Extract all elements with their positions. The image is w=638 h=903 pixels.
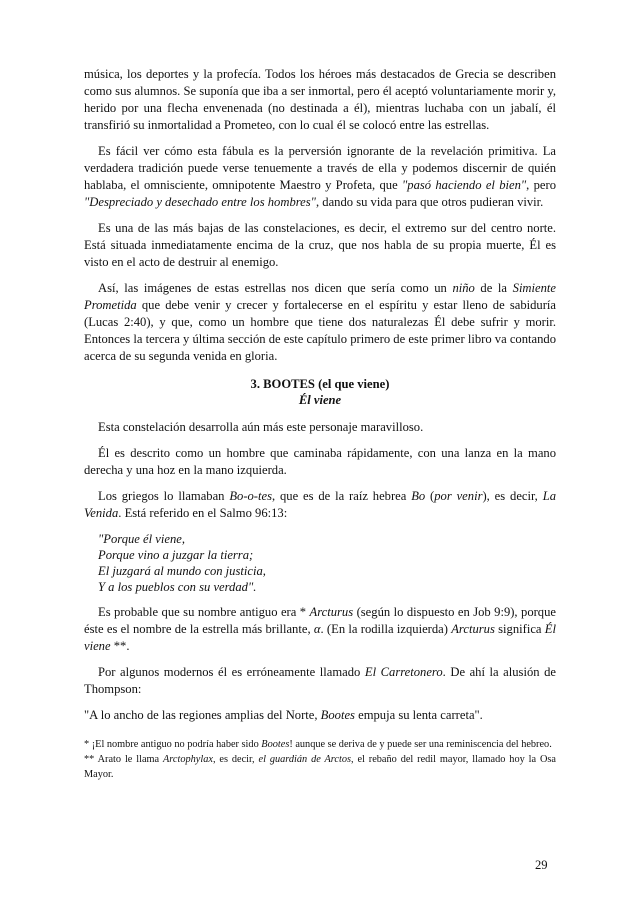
footnotes [84,737,556,782]
paragraph-10 [84,707,556,724]
footnote-text: ** Arato le llama [84,754,164,765]
section-subtitle: Él viene [298,393,342,407]
italic-term: Bo [411,489,426,503]
footnote-text: * ¡El nombre antiguo no podría haber sido [84,739,262,750]
paragraph-text: . (En la rodilla izquierda) [320,622,452,636]
psalm-quote [98,531,556,595]
paragraph-text: , pero [526,178,556,192]
footnote-2 [84,752,556,782]
paragraph-1 [84,66,556,134]
paragraph-text: , que es de la raíz hebrea [272,489,412,503]
paragraph-text: ), es decir, [482,489,543,503]
paragraph-2 [84,143,556,211]
paragraph-text: . De ahí la alusión de Thompson: [84,665,556,696]
page-number: 29 [535,858,548,872]
page-body [84,66,556,782]
paragraph-text: música, los deportes y la profecía. Todos los héroes más destacados de Grecia se describen como sus alumnos. Se suponía que iba a ser inmortal, pero él aceptó voluntariamente morir y, herido por una flecha envenenada (no destinada a él), mientras luchaba con un jabalí, él transfirió su inmortalidad a Prometeo, con lo cual él se colocó entre las estrellas. [84,67,556,132]
footnote-text: , el rebaño del redil mayor, llamado hoy la Osa Mayor. [84,754,556,780]
italic-term: Él viene [84,622,556,653]
italic-term: Simiente Prometida [84,281,557,312]
paragraph-text: de la [474,281,513,295]
paragraph-4 [84,280,556,365]
paragraph-6 [84,445,556,479]
paragraph-text: Es probable que su nombre antiguo era * [98,605,310,619]
italic-term: Bootes [320,708,355,722]
italic-term: El Carretonero [364,665,443,679]
paragraph-7 [84,488,556,522]
italic-term: Arcturus [451,622,495,636]
paragraph-text: significa [494,622,545,636]
paragraph-text: Es una de las más bajas de las constelaciones, es decir, el extremo sur del centro norte. Está situada inmediatamente encima de la cruz, que nos habla de su propia muerte, Él es visto en el acto de destruir al enemigo. [84,221,556,269]
paragraph-text: Los griegos lo llamaban [98,489,230,503]
footnote-text: , es decir, [212,754,259,765]
paragraph-text: Por algunos modernos él es erróneamente llamado [98,665,365,679]
paragraph-text: Es fácil ver cómo esta fábula es la perversión ignorante de la revelación primitiva. La verdadera tradición puede verse tenuemente a través de ella y podemos discernir de quién hablaba, el omnisciente, omnipotente Maestro y Profeta, que [84,144,556,192]
italic-term: Arcturus [309,605,354,619]
italic-term: por venir [434,489,483,503]
paragraph-3 [84,220,556,271]
italic-term: Arctophylax [163,754,213,765]
paragraph-text: ( [425,489,435,503]
paragraph-text: que debe venir y crecer y fortalecerse en el espíritu y estar lleno de sabiduría (Lucas 2:40), y que, como un hombre que tiene dos naturalezas Él debe sufrir y morir. Entonces la tercera y última sección de este capítulo primero de este primer libro va contando acerca de su segunda venida en gloria. [84,298,556,363]
paragraph-text: Así, las imágenes de estas estrellas nos dicen que sería como un [98,281,453,295]
italic-term: α [313,622,321,636]
paragraph-9 [84,664,556,698]
quote-italic: "Despreciado y desechado entre los hombres" [84,195,316,209]
italic-term: Bo-o-tes [229,489,272,503]
footnote-1 [84,737,556,752]
italic-term: niño [452,281,475,295]
paragraph-text: empuja su lenta carreta". [354,708,483,722]
paragraph-8 [84,604,556,655]
poem-line: Y a los pueblos con su verdad". [98,580,257,594]
paragraph-text: (según lo dispuesto en Job 9:9), porque éste es el nombre de la estrella más brillante, [84,605,556,636]
italic-term: La Venida [84,489,556,520]
poem-line: Porque vino a juzgar la tierra; [98,548,254,562]
poem-line: "Porque él viene, [98,532,185,546]
paragraph-text: Esta constelación desarrolla aún más este personaje maravilloso. [98,420,424,434]
poem-line: El juzgará al mundo con justicia, [98,564,266,578]
paragraph-text: Él es descrito como un hombre que caminaba rápidamente, con una lanza en la mano derecha y una hoz en la mano izquierda. [84,446,556,477]
paragraph-text: "A lo ancho de las regiones amplias del Norte, [84,708,321,722]
section-title: 3. BOOTES (el que viene) [250,377,390,391]
paragraph-text: **. [110,639,130,653]
footnote-text: ! aunque se deriva de y puede ser una reminiscencia del hebreo. [289,739,552,750]
paragraph-text: . Está referido en el Salmo 96:13: [118,506,288,520]
quote-italic: "pasó haciendo el bien" [401,178,527,192]
paragraph-5 [84,419,556,436]
paragraph-text: , dando su vida para que otros pudieran vivir. [315,195,544,209]
italic-term: Bootes [261,739,290,750]
italic-term: el guardián de Arctos [258,754,352,765]
